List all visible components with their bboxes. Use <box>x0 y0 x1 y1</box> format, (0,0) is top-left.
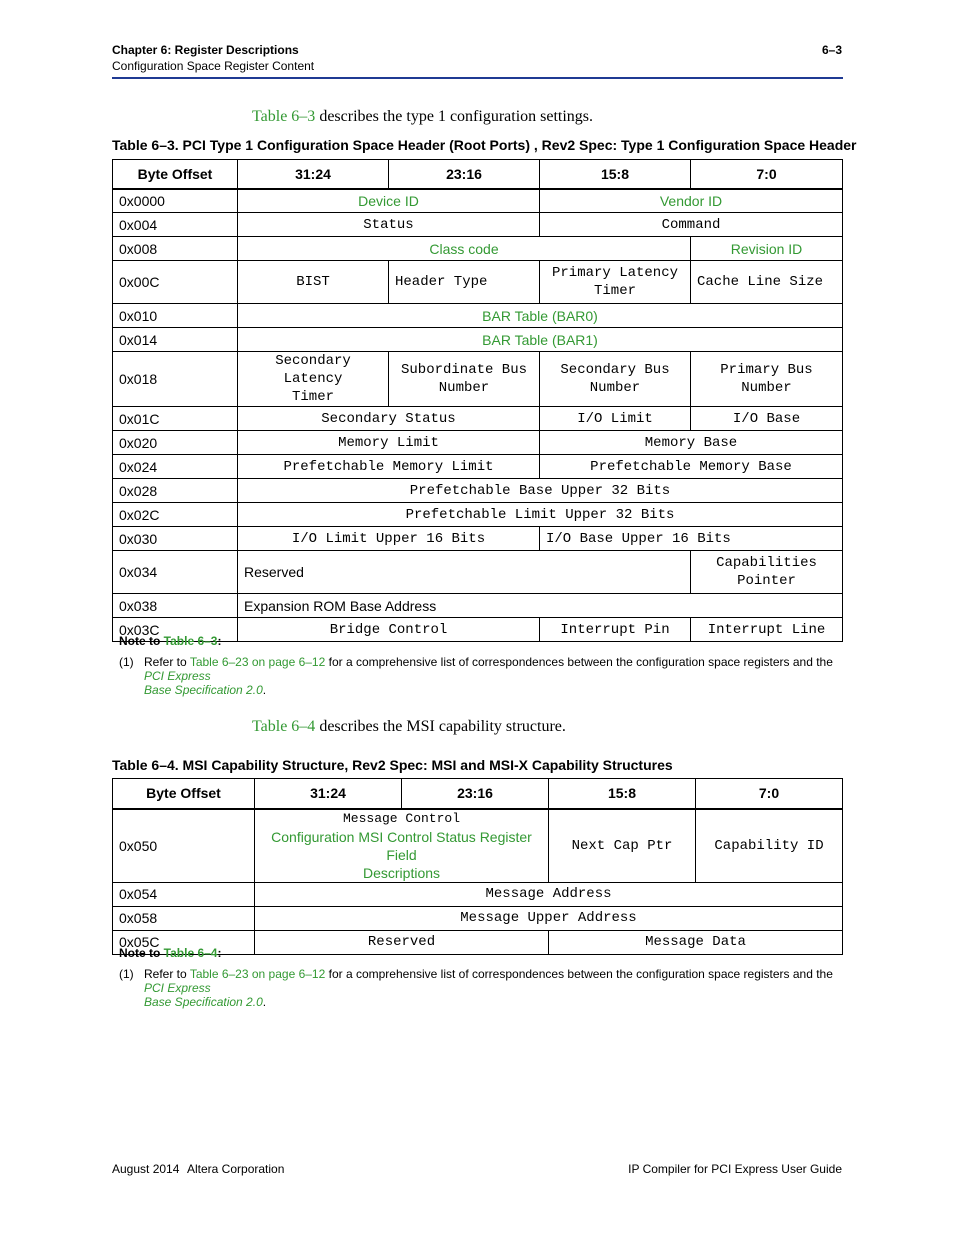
register-cell: Expansion ROM Base Address <box>238 594 843 618</box>
register-cell: Cache Line Size <box>691 261 843 304</box>
table-row <box>113 455 843 479</box>
byte-offset: 0x05C <box>113 930 255 954</box>
col-header-15-8: 15:8 <box>540 160 691 189</box>
note-text: Refer to <box>144 655 190 669</box>
intro-paragraph-2 <box>252 718 566 736</box>
byte-offset: 0x0000 <box>113 189 238 213</box>
intro-paragraph-1 <box>252 108 593 126</box>
cell-line: Pointer <box>737 573 796 589</box>
byte-offset: 0x050 <box>113 809 255 883</box>
table-row <box>113 261 843 304</box>
cell-line: Secondary Bus <box>560 362 670 378</box>
revision-id-link[interactable]: Revision ID <box>730 240 803 257</box>
msi-control-status-link-cont[interactable]: Descriptions <box>362 864 441 881</box>
table-row <box>113 930 843 954</box>
byte-offset: 0x010 <box>113 304 238 328</box>
col-header-15-8: 15:8 <box>549 779 696 809</box>
byte-offset: 0x058 <box>113 906 255 930</box>
col-header-23-16: 23:16 <box>389 160 540 189</box>
table-row <box>113 213 843 237</box>
register-cell: Interrupt Pin <box>540 618 691 642</box>
register-cell: Secondary Status <box>238 407 540 431</box>
byte-offset: 0x00C <box>113 261 238 304</box>
register-cell: Bridge Control <box>238 618 540 642</box>
byte-offset: 0x054 <box>113 882 255 906</box>
register-cell: Prefetchable Limit Upper 32 Bits <box>238 503 843 527</box>
table-6-3-note-link[interactable]: Table 6–3 <box>163 634 218 648</box>
register-cell <box>238 304 843 328</box>
register-cell: Message Upper Address <box>255 906 843 930</box>
class-code-link[interactable]: Class code <box>429 240 499 257</box>
register-cell: Header Type <box>389 261 540 304</box>
table-6-4-note-link[interactable]: Table 6–4 <box>163 946 218 960</box>
table-6-4-caption: Table 6–4. MSI Capability Structure, Rev2 Spec: MSI and MSI-X Capability Structures <box>112 757 673 773</box>
table-6-4 <box>112 778 843 955</box>
table-row <box>113 304 843 328</box>
device-id-link[interactable]: Device ID <box>358 192 419 209</box>
page-number: 6–3 <box>821 43 842 57</box>
table-6-3-note-heading <box>119 634 221 648</box>
register-cell: Reserved <box>238 551 691 594</box>
table-6-3-caption: Table 6–3. PCI Type 1 Configuration Space Header (Root Ports) , Rev2 Spec: Type 1 Configuration Space Header <box>112 137 857 153</box>
register-cell <box>691 551 843 594</box>
register-cell <box>540 189 843 213</box>
register-cell: Prefetchable Memory Limit <box>238 455 540 479</box>
note-text: Refer to <box>144 967 190 981</box>
byte-offset: 0x028 <box>113 479 238 503</box>
table-6-4-note-heading <box>119 946 221 960</box>
table-header-row <box>113 160 843 189</box>
intro-text: describes the MSI capability structure. <box>315 718 566 735</box>
register-cell: Prefetchable Base Upper 32 Bits <box>238 479 843 503</box>
table-row <box>113 618 843 642</box>
register-cell <box>238 352 389 407</box>
pcie-spec-link-cont[interactable]: Base Specification 2.0 <box>144 995 263 1009</box>
note-text: for a comprehensive list of correspondences between the configuration space registers and the <box>325 655 833 669</box>
table-row <box>113 906 843 930</box>
register-cell: BIST <box>238 261 389 304</box>
bar1-link[interactable]: BAR Table (BAR1) <box>482 331 598 348</box>
byte-offset: 0x020 <box>113 431 238 455</box>
byte-offset: 0x03C <box>113 618 238 642</box>
register-cell: Message Address <box>255 882 843 906</box>
col-header-31-24: 31:24 <box>238 160 389 189</box>
table-row <box>113 527 843 551</box>
register-cell: Reserved <box>255 930 549 954</box>
register-cell: I/O Base Upper 16 Bits <box>540 527 843 551</box>
cell-line: Timer <box>291 389 334 405</box>
register-cell <box>540 352 691 407</box>
table-row <box>113 809 843 883</box>
register-cell: Next Cap Ptr <box>549 809 696 883</box>
byte-offset: 0x008 <box>113 237 238 261</box>
col-header-7-0: 7:0 <box>696 779 843 809</box>
register-cell <box>389 352 540 407</box>
register-cell <box>691 237 843 261</box>
register-cell: Command <box>540 213 843 237</box>
pcie-spec-link[interactable]: PCI Express <box>144 981 211 995</box>
header-rule <box>112 77 843 79</box>
byte-offset: 0x004 <box>113 213 238 237</box>
footer-date: August 2014 <box>112 1162 180 1176</box>
table-header-row <box>113 779 843 809</box>
byte-offset: 0x034 <box>113 551 238 594</box>
table-row <box>113 479 843 503</box>
table-row <box>113 237 843 261</box>
register-cell: I/O Limit <box>540 407 691 431</box>
byte-offset: 0x038 <box>113 594 238 618</box>
note-label: Note to <box>119 946 164 960</box>
cell-line: Timer <box>593 283 636 299</box>
table-row <box>113 352 843 407</box>
register-cell <box>540 261 691 304</box>
register-cell: I/O Base <box>691 407 843 431</box>
footer-company: Altera Corporation <box>187 1162 285 1176</box>
table-row <box>113 431 843 455</box>
vendor-id-link[interactable]: Vendor ID <box>659 192 723 209</box>
table-row <box>113 189 843 213</box>
table-row <box>113 594 843 618</box>
register-cell: Interrupt Line <box>691 618 843 642</box>
bar0-link[interactable]: BAR Table (BAR0) <box>482 307 598 324</box>
table-row <box>113 328 843 352</box>
table-row <box>113 503 843 527</box>
col-header-23-16: 23:16 <box>402 779 549 809</box>
register-cell: Capability ID <box>696 809 843 883</box>
chapter-title: Chapter 6: Register Descriptions <box>112 43 299 57</box>
register-cell: Memory Base <box>540 431 843 455</box>
note-number: (1) <box>119 655 134 669</box>
table-6-3-note-body <box>144 655 844 697</box>
register-cell: Message Data <box>549 930 843 954</box>
note-label: Note to <box>119 634 164 648</box>
table-6-3-link[interactable]: Table 6–3 <box>252 108 316 125</box>
cell-line: Number <box>589 380 641 396</box>
byte-offset: 0x024 <box>113 455 238 479</box>
col-header-byte-offset: Byte Offset <box>113 779 255 809</box>
col-header-7-0: 7:0 <box>691 160 843 189</box>
register-cell <box>238 328 843 352</box>
register-cell: I/O Limit Upper 16 Bits <box>238 527 540 551</box>
table-row <box>113 407 843 431</box>
cell-line: Number <box>438 380 490 396</box>
intro-text: describes the type 1 configuration settings. <box>315 108 594 125</box>
table-6-23-link[interactable]: Table 6–23 on page 6–12 <box>189 655 326 669</box>
note-text: . <box>262 995 267 1009</box>
table-row <box>113 882 843 906</box>
msi-control-status-link[interactable]: Configuration MSI Control Status Register Field <box>271 828 532 863</box>
table-row <box>113 551 843 594</box>
cell-line: Subordinate Bus <box>400 362 528 378</box>
register-cell <box>255 809 549 883</box>
note-number: (1) <box>119 967 134 981</box>
register-cell: Prefetchable Memory Base <box>540 455 843 479</box>
note-text: . <box>262 683 267 697</box>
byte-offset: 0x02C <box>113 503 238 527</box>
register-cell: Status <box>238 213 540 237</box>
byte-offset: 0x01C <box>113 407 238 431</box>
table-6-3 <box>112 159 843 642</box>
cell-line: Capabilities <box>716 555 817 571</box>
pcie-spec-link[interactable]: PCI Express <box>144 669 211 683</box>
cell-line: Primary Latency <box>551 265 679 281</box>
table-6-4-link[interactable]: Table 6–4 <box>252 718 316 735</box>
byte-offset: 0x018 <box>113 352 238 407</box>
pcie-spec-link-cont[interactable]: Base Specification 2.0 <box>144 683 263 697</box>
note-colon: : <box>217 946 222 960</box>
footer-title: IP Compiler for PCI Express User Guide <box>628 1162 842 1176</box>
register-cell <box>238 189 540 213</box>
register-cell: Memory Limit <box>238 431 540 455</box>
byte-offset: 0x014 <box>113 328 238 352</box>
register-cell: Primary Bus Number <box>691 352 843 407</box>
cell-line: Message Control <box>342 810 461 826</box>
section-title: Configuration Space Register Content <box>112 59 315 73</box>
note-colon: : <box>217 634 222 648</box>
note-text: for a comprehensive list of correspondences between the configuration space registers and the <box>325 967 833 981</box>
register-cell <box>238 237 691 261</box>
cell-line: Secondary Latency <box>275 353 351 387</box>
table-6-4-note-body <box>144 967 844 1009</box>
col-header-byte-offset: Byte Offset <box>113 160 238 189</box>
col-header-31-24: 31:24 <box>255 779 402 809</box>
table-6-23-link[interactable]: Table 6–23 on page 6–12 <box>189 967 326 981</box>
byte-offset: 0x030 <box>113 527 238 551</box>
